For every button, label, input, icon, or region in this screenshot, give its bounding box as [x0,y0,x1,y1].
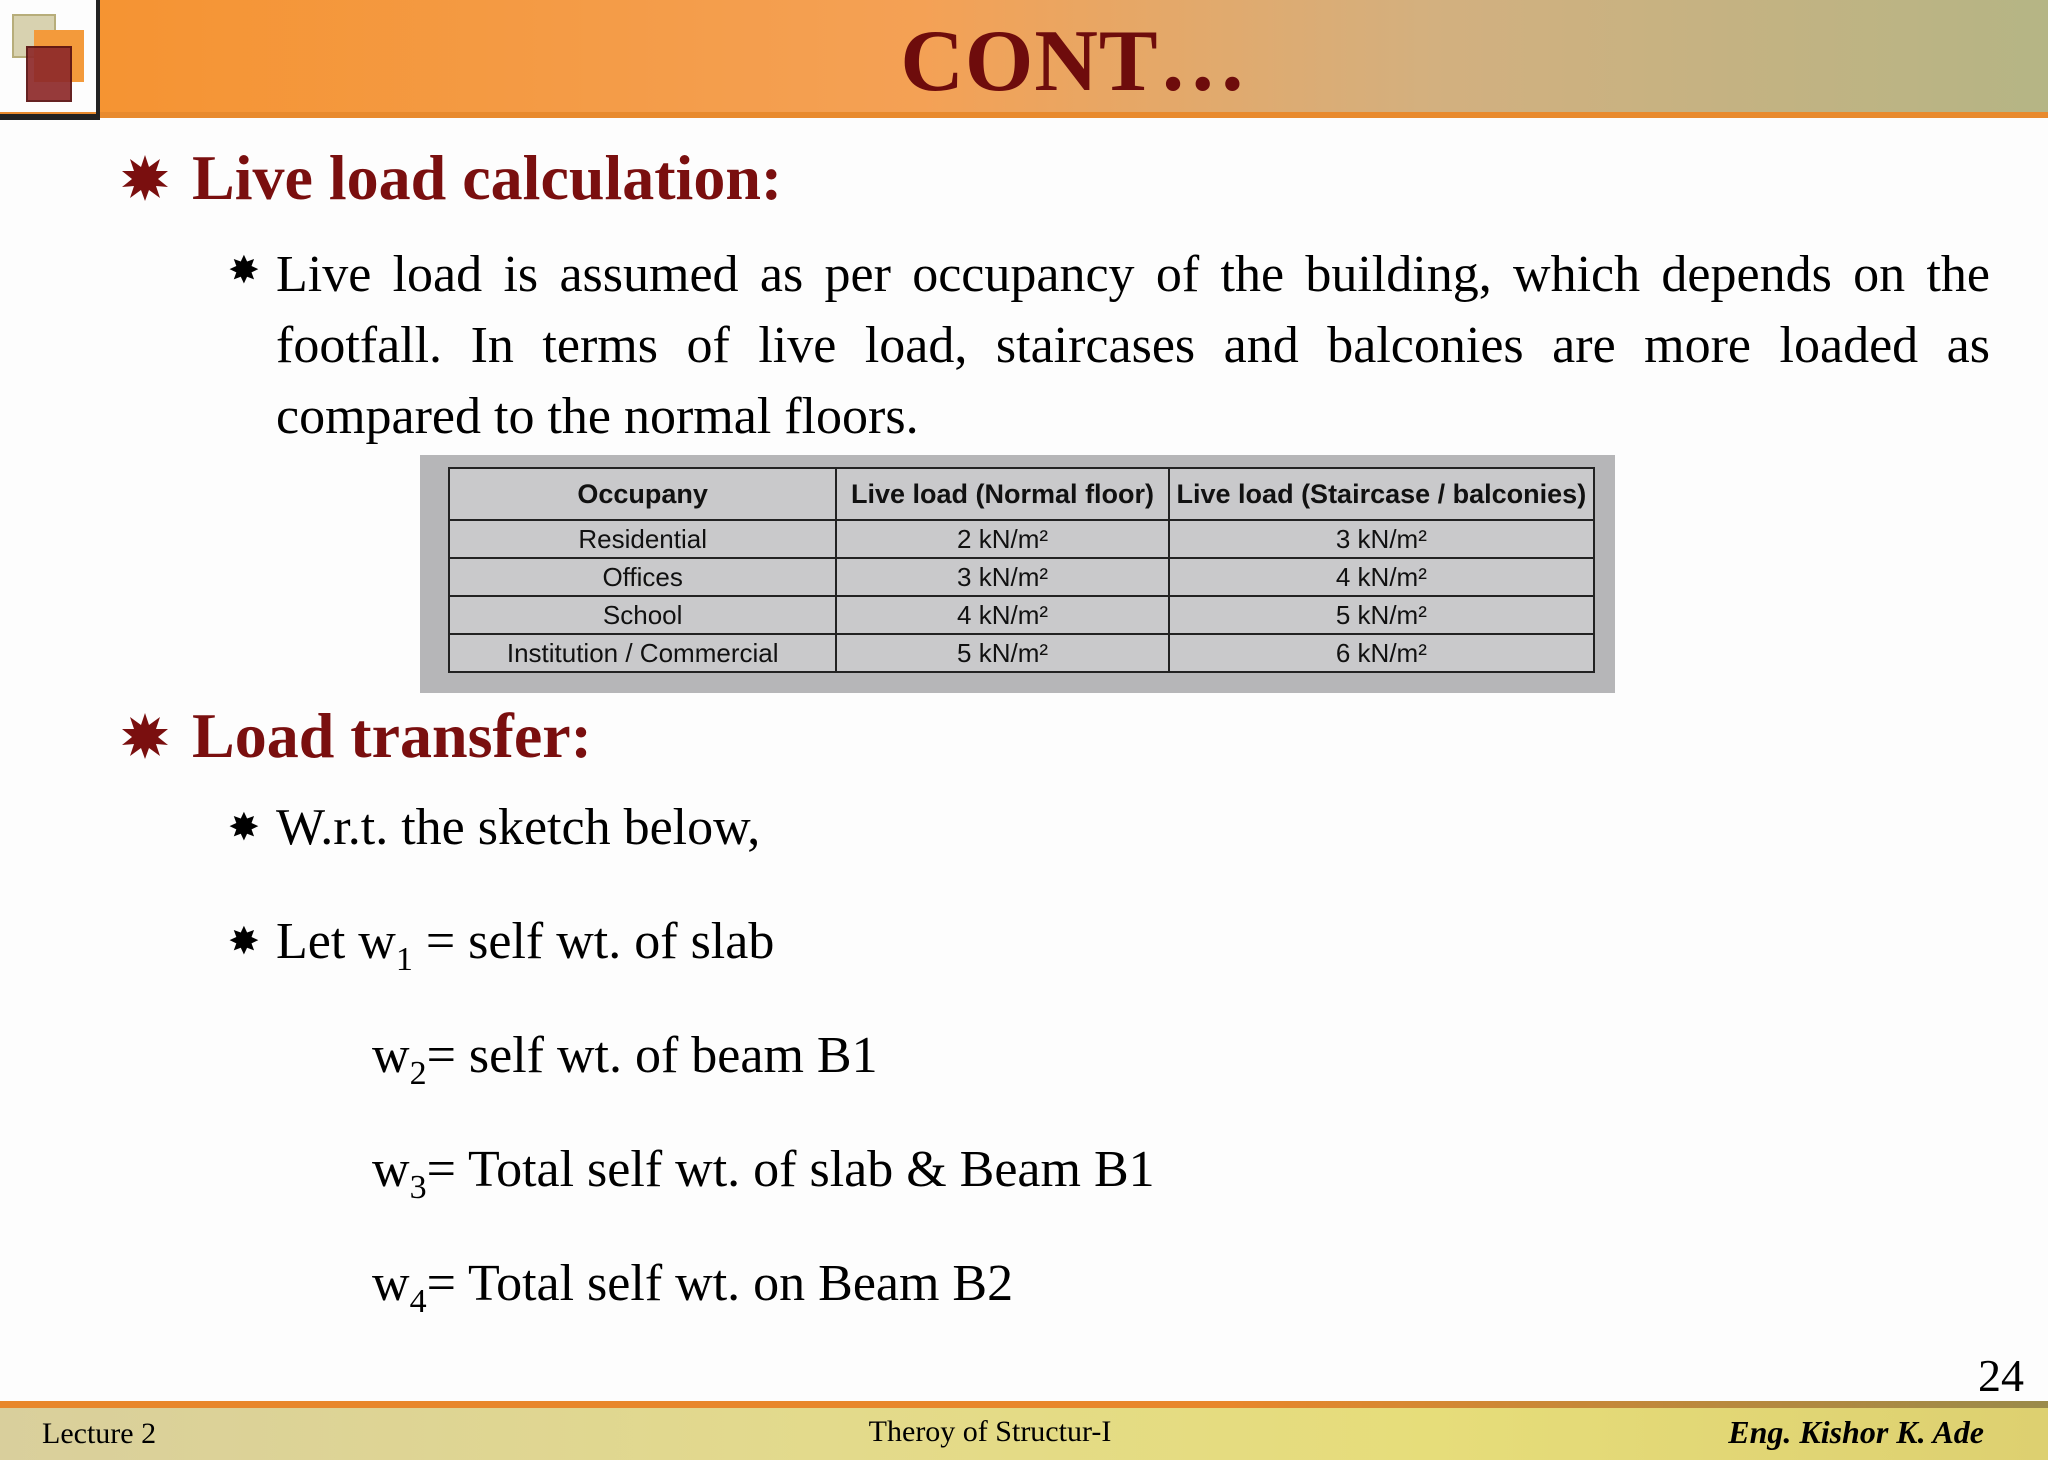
wrt-sketch-bullet: W.r.t. the sketch below, [276,799,761,856]
table-cell: Offices [449,558,836,596]
page-number: 24 [1978,1350,2024,1401]
footer-course: Theroy of Structur-I [868,1415,1112,1448]
footer-author: Eng. Kishor K. Ade [1728,1414,1984,1450]
table-cell: Residential [449,520,836,558]
w3-subscript: 3 [409,1169,427,1206]
footer-lecture: Lecture 2 [42,1417,157,1450]
w2-text: = self wt. of beam B1 [426,1027,878,1084]
live-load-table-image [420,455,1615,693]
w1-text: = self wt. of slab [412,913,775,970]
table-cell: 3 kN/m² [836,558,1168,596]
header-left-line [0,114,100,120]
live-load-paragraph: Live load is assumed as per occupancy of the building, which depends on the footfall. In terms of live load, staircases and balconies are more loaded as compared to the normal floors. [276,246,1990,445]
footer-line [0,1401,2048,1408]
table-cell: 3 kN/m² [1169,520,1594,558]
w3-text: = Total self wt. of slab & Beam B1 [426,1141,1155,1198]
w1-prefix: Let w [276,913,396,970]
burst-bullet-icon [120,711,170,761]
w-symbol: w [372,1027,410,1084]
star-bullet-icon: ✸ [228,921,260,963]
table-cell: 4 kN/m² [1169,558,1594,596]
w4-subscript: 4 [409,1283,427,1320]
table-cell: 4 kN/m² [836,596,1168,634]
w2-subscript: 2 [409,1055,427,1092]
table-cell: Institution / Commercial [449,634,836,672]
w4-definition [372,1252,1014,1320]
table-row [449,520,1594,558]
w2-definition [372,1024,878,1092]
slide-title: CONT… [900,13,1248,110]
table-cell: School [449,596,836,634]
burst-bullet-icon [120,153,170,203]
live-load-heading-text: Live load calculation: [192,142,783,213]
table-row [449,596,1594,634]
live-load-table [448,467,1595,673]
table-header-row [449,468,1594,520]
table-header-cell: Live load (Normal floor) [836,468,1168,520]
table-cell: 2 kN/m² [836,520,1168,558]
w3-definition [372,1138,1155,1206]
load-transfer-heading-text: Load transfer: [192,700,592,771]
star-bullet-icon: ✸ [228,250,260,292]
w4-text: = Total self wt. on Beam B2 [426,1255,1014,1312]
slide-logo [0,0,98,112]
live-load-heading [120,142,782,214]
table-cell: 5 kN/m² [1169,596,1594,634]
w1-subscript: 1 [395,941,413,978]
table-header-cell: Live load (Staircase / balconies) [1169,468,1594,520]
table-header-cell: Occupany [449,468,836,520]
logo-square-dark [26,46,72,102]
load-transfer-heading [120,700,592,772]
star-bullet-icon: ✸ [228,807,260,849]
table-row [449,634,1594,672]
table-row [449,558,1594,596]
table-cell: 5 kN/m² [836,634,1168,672]
w-symbol: w [372,1255,410,1312]
w1-definition [276,910,775,978]
w-symbol: w [372,1141,410,1198]
table-cell: 6 kN/m² [1169,634,1594,672]
